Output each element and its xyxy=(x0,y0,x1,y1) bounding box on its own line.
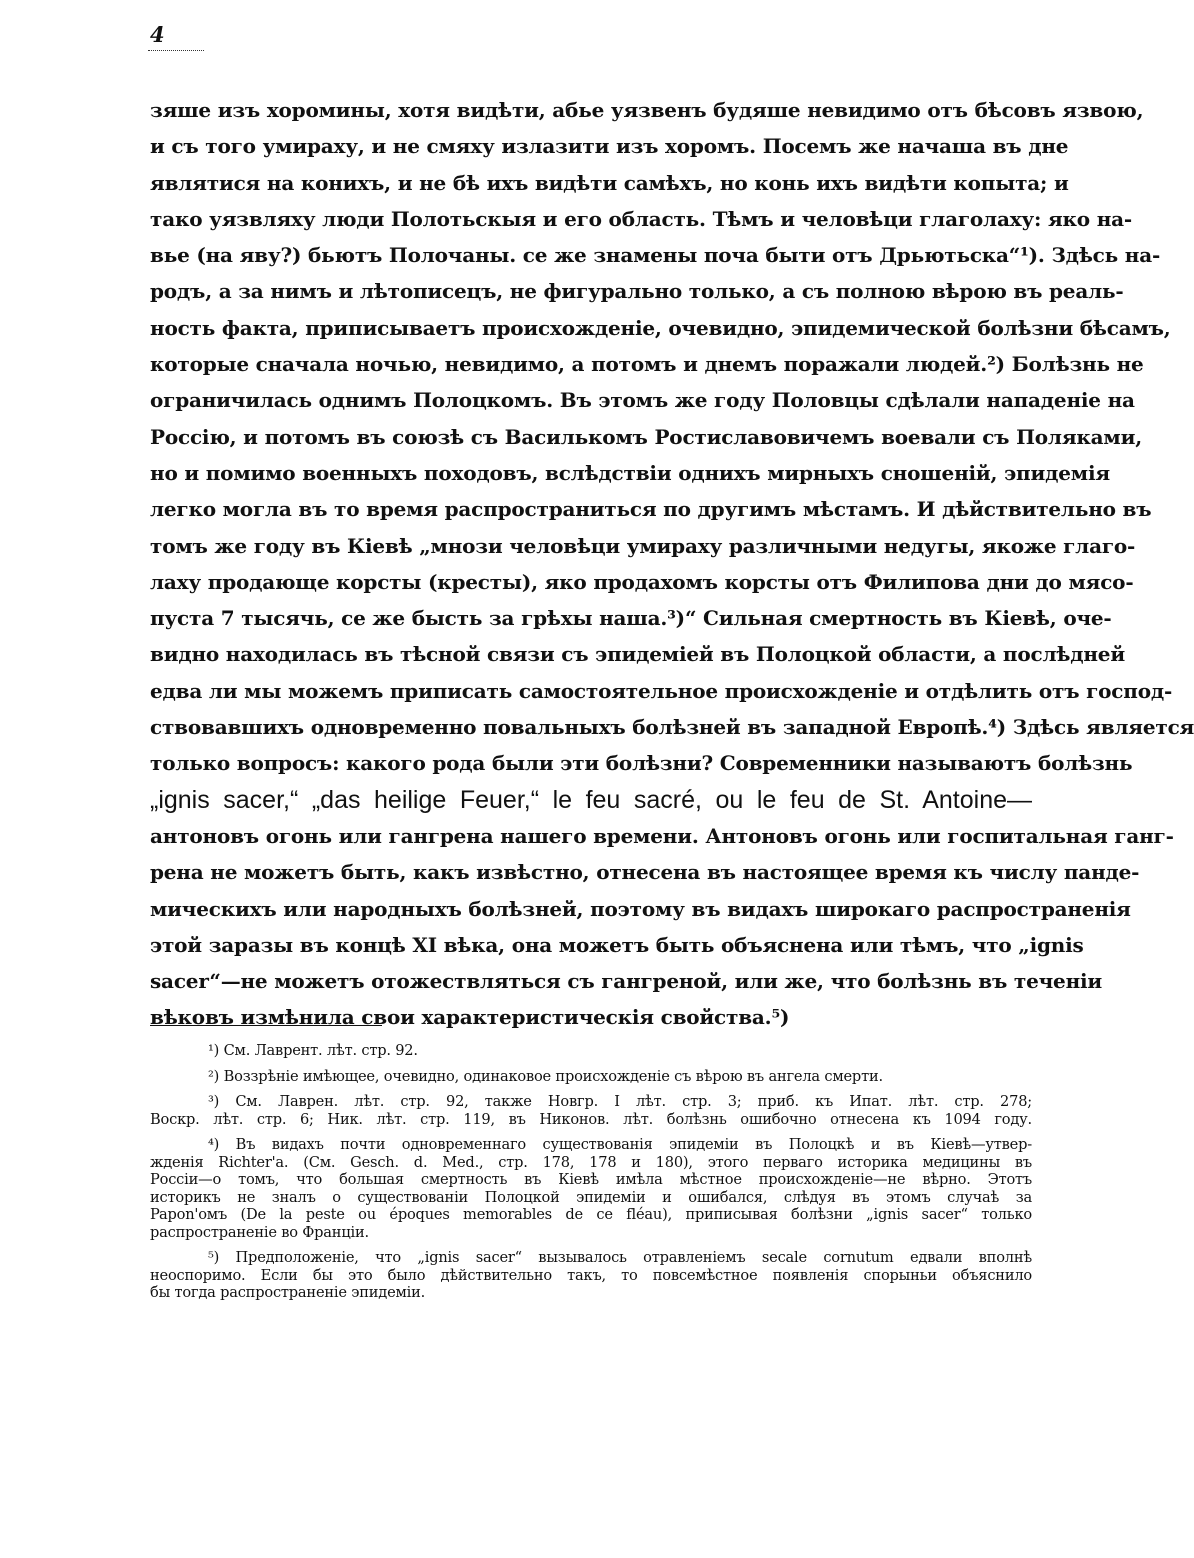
text-line: тако уязвляху люди Полотьскыя и его область. Тѣмъ и человѣци глаголаху: яко на- xyxy=(150,206,1132,231)
footnote-line: бы тогда распространеніе эпидеміи. xyxy=(150,1284,426,1301)
footnote-line: Воскр. лѣт. стр. 6; Ник. лѣт. стр. 119, въ Никонов. лѣт. болѣзнь ошибочно отнесена къ 1094 году. xyxy=(150,1110,1032,1128)
text-line: ограничилась однимъ Полоцкомъ. Въ этомъ же году Половцы сдѣлали нападеніе на xyxy=(150,388,1135,413)
text-line: зяше изъ хоромины, хотя видѣти, абье уязвенъ будяше невидимо отъ бѣсовъ язвою, xyxy=(150,98,1144,122)
footnote-line: ³) См. Лаврен. лѣт. стр. 92, также Новгр. I лѣт. стр. 3; приб. къ Ипат. лѣт. стр. 278; xyxy=(208,1093,1032,1110)
footnote-line: жденія Richter'а. (См. Gesch. d. Med., стр. 178, 178 и 180), этого перваго историка медицины въ xyxy=(150,1153,1032,1171)
footnote-3 xyxy=(150,1093,1032,1128)
footnote-line: Россіи—о томъ, что большая смертность въ Кіевѣ имѣла мѣстное происхожденіе—не вѣрно. Этотъ xyxy=(150,1171,1032,1188)
text-line: легко могла въ то время распространиться по другимъ мѣстамъ. И дѣйствительно въ xyxy=(150,497,1152,522)
text-line: рена не можетъ быть, какъ извѣстно, отнесена въ настоящее время къ числу панде- xyxy=(150,860,1140,885)
footnote-line: неоспоримо. Если бы это было дѣйствительно такъ, то повсемѣстное появленія спорыньи объяснило xyxy=(150,1266,1032,1284)
footnote-line: Papon'омъ (De la peste ou époques memorables de ce fléau), приписывая болѣзни „ignis sacer“ только xyxy=(150,1206,1032,1223)
footnote-line: историкъ не зналъ о существованіи Полоцкой эпидеміи и ошибался, слѣдуя въ этомъ случаѣ за xyxy=(150,1188,1032,1206)
text-line: пуста 7 тысячь, се же бысть за грѣхы наша.³)“ Сильная смертность въ Кіевѣ, оче- xyxy=(150,606,1112,631)
text-line: и съ того умираху, и не смяху излазити изъ хоромъ. Посемъ же начаша въ дне xyxy=(150,134,1069,159)
footnotes xyxy=(150,1042,1032,1310)
text-line: только вопросъ: какого рода были эти болѣзни? Современники называютъ болѣзнь xyxy=(150,751,1133,776)
text-line: лаху продающе корсты (кресты), яко продахомъ корсты отъ Филипова дни до мясо- xyxy=(150,569,1134,594)
text-line: ствовавшихъ одновременно повальныхъ болѣзней въ западной Европѣ.⁴) Здѣсь является xyxy=(150,715,1194,740)
text-line: томъ же году въ Кіевѣ „мнози человѣци умираху различными недугы, якоже глаго- xyxy=(150,533,1136,558)
page-number: 4 xyxy=(150,22,165,47)
text-line: sacer“—не можетъ отожествляться съ гангреной, или же, что болѣзнь въ теченіи xyxy=(150,969,1103,994)
text-line: едва ли мы можемъ приписать самостоятельное происхожденіе и отдѣлить отъ господ- xyxy=(150,678,1173,703)
footnote-2 xyxy=(150,1068,1032,1086)
text-line: вье (на яву?) бьютъ Полочаны. се же знамены поча быти отъ Дрьютьска“¹). Здѣсь на- xyxy=(150,243,1161,268)
text-line: которые сначала ночью, невидимо, а потомъ и днемъ поражали людей.²) Болѣзнь не xyxy=(150,352,1144,377)
page-number-underline xyxy=(148,50,204,51)
footnote-5 xyxy=(150,1249,1032,1302)
text-line: ность факта, приписываетъ происхожденіе, очевидно, эпидемической болѣзни бѣсамъ, xyxy=(150,315,1171,340)
main-text xyxy=(150,92,1194,1036)
text-line: родъ, а за нимъ и лѣтописецъ, не фигурально только, а съ полною вѣрою въ реаль- xyxy=(150,279,1124,304)
footnote-1 xyxy=(150,1042,1032,1060)
text-line: Россію, и потомъ въ союзѣ съ Василькомъ Ростиславовичемъ воевали съ Поляками, xyxy=(150,424,1142,449)
footnote-line: ⁵) Предположеніе, что „ignis sacer“ вызывалось отравленіемъ secale cornutum едвали вполнѣ xyxy=(208,1249,1032,1266)
footnote-4 xyxy=(150,1136,1032,1241)
text-line: видно находилась въ тѣсной связи съ эпидеміей въ Полоцкой области, а послѣдней xyxy=(150,642,1125,667)
text-line-latin: „ignis sacer,“ „das heilige Feuer,“ le feu sacré, ou le feu de St. Antoine— xyxy=(150,785,1032,814)
text-line: являтися на конихъ, и не бѣ ихъ видѣти самѣхъ, но конь ихъ видѣти копыта; и xyxy=(150,170,1069,195)
footnote-line: ²) Воззрѣніе имѣющее, очевидно, одинаковое происхожденіе съ вѣрою въ ангела смерти. xyxy=(208,1067,883,1085)
text-line: но и помимо военныхъ походовъ, вслѣдствіи однихъ мирныхъ сношеній, эпидемія xyxy=(150,460,1110,485)
footnote-line: распространеніе во Франціи. xyxy=(150,1223,369,1241)
text-line: антоновъ огонь или гангрена нашего времени. Антоновъ огонь или госпитальная ганг- xyxy=(150,823,1174,848)
footnote-line: ⁴) Въ видахъ почти одновременнаго существованія эпидеміи въ Полоцкѣ и въ Кіевѣ—утвер- xyxy=(208,1136,1032,1153)
text-line: этой заразы въ концѣ XI вѣка, она можетъ быть объяснена или тѣмъ, что „ignis xyxy=(150,932,1084,957)
footnote-line: ¹) См. Лаврент. лѣт. стр. 92. xyxy=(208,1042,418,1059)
text-line: мическихъ или народныхъ болѣзней, поэтому въ видахъ широкаго распространенія xyxy=(150,896,1131,921)
footnote-divider xyxy=(150,1025,382,1026)
text-line: вѣковъ измѣнила свои характеристическія свойства.⁵) xyxy=(150,1005,790,1030)
